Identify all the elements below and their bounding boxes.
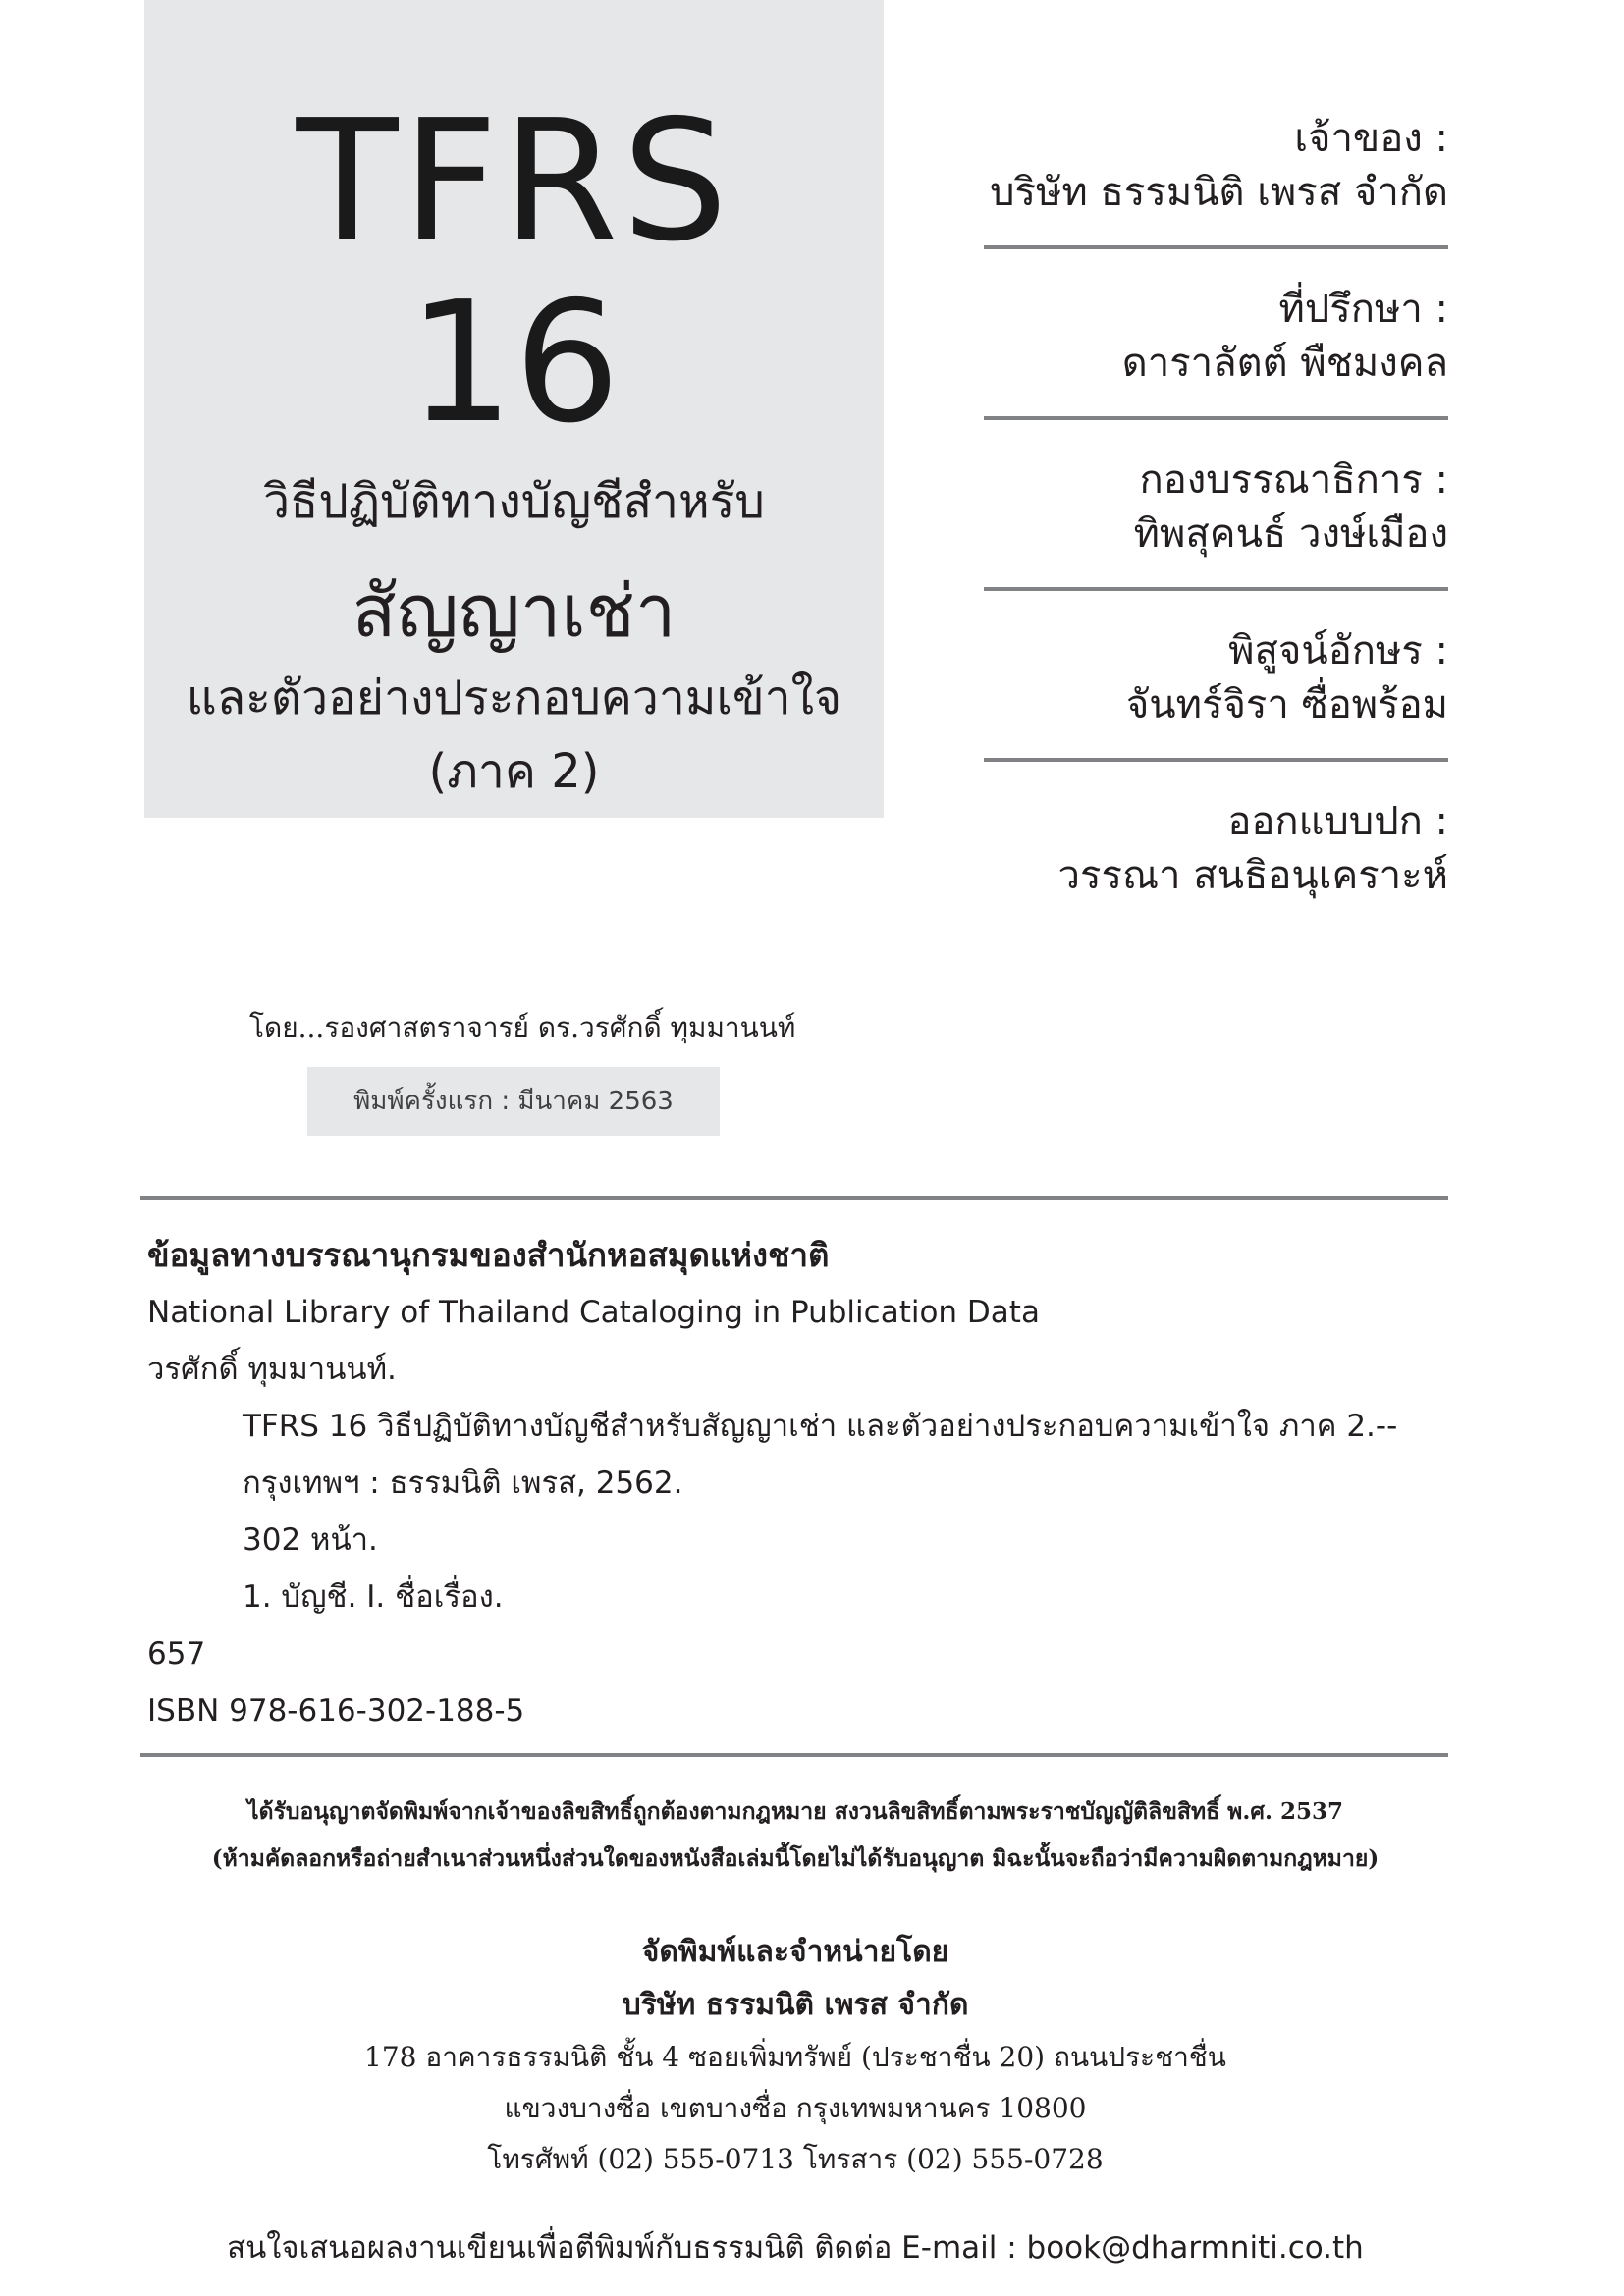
divider — [984, 758, 1448, 762]
credit-cover-design — [984, 791, 1448, 962]
cip-author: วรศักดิ์ ทุมมานนท์. — [147, 1352, 397, 1387]
title-subtitle-3: และตัวอย่างประกอบความเข้าใจ — [186, 670, 842, 725]
title-block — [144, 0, 884, 818]
credit-role: ออกแบบปก : — [1227, 799, 1448, 844]
divider — [140, 1753, 1448, 1757]
title-number: 16 — [407, 266, 621, 460]
credit-name: ทิพสุคนธ์ วงษ์เมือง — [1133, 511, 1448, 557]
contact-line: สนใจเสนอผลงานเขียนเพื่อตีพิมพ์กับธรรมนิติ ติดต่อ E-mail : book@dharmniti.co.th — [227, 2230, 1364, 2266]
credit-role: พิสูจน์อักษร : — [1228, 628, 1448, 673]
credit-editorial — [984, 450, 1448, 620]
credit-name: วรรณา สนธิอนุเคราะห์ — [1057, 853, 1448, 898]
publisher-address-1: 178 อาคารธรรมนิติ ชั้น 4 ซอยเพิ่มทรัพย์ (ประชาชื่น 20) ถนนประชาชื่น — [364, 2041, 1226, 2073]
cip-class-number: 657 — [147, 1636, 206, 1672]
credit-proofreader — [984, 620, 1448, 791]
cip-isbn: ISBN 978-616-302-188-5 — [147, 1693, 525, 1729]
cip-title: TFRS 16 วิธีปฏิบัติทางบัญชีสำหรับสัญญาเช่า และตัวอย่างประกอบความเข้าใจ ภาค 2.-- — [243, 1409, 1398, 1444]
title-subtitle-2: สัญญาเช่า — [352, 569, 677, 654]
credit-name: จันทร์จิรา ซื่อพร้อม — [1125, 682, 1448, 727]
publisher-block — [147, 1926, 1443, 2185]
publisher-phone: โทรศัพท์ (02) 555-0713 โทรสาร (02) 555-0728 — [487, 2143, 1104, 2175]
credit-name: บริษัท ธรรมนิติ เพรส จำกัด — [990, 170, 1448, 215]
publisher-name: บริษัท ธรรมนิติ เพรส จำกัด — [622, 1988, 969, 2022]
edition-badge: พิมพ์ครั้งแรก : มีนาคม 2563 — [307, 1067, 720, 1136]
credit-role: กองบรรณาธิการ : — [1139, 457, 1448, 503]
cip-subjects: 1. บัญชี. I. ชื่อเรื่อง. — [243, 1579, 504, 1615]
divider — [984, 587, 1448, 591]
credit-owner — [984, 108, 1448, 279]
copyright-line-2: (ห้ามคัดลอกหรือถ่ายสำเนาส่วนหนึ่งส่วนใดของหนังสือเล่มนี้โดยไม่ได้รับอนุญาต มิฉะนั้นจะถือว่ามีความผิดตามกฎหมาย) — [211, 1845, 1380, 1872]
publisher-label: จัดพิมพ์และจำหน่ายโดย — [641, 1935, 949, 1969]
cip-heading-en: National Library of Thailand Cataloging in Publication Data — [147, 1295, 1040, 1330]
credit-role: ที่ปรึกษา : — [1278, 287, 1448, 332]
divider — [984, 416, 1448, 420]
divider — [140, 1196, 1448, 1200]
credit-advisor — [984, 279, 1448, 450]
cip-imprint: กรุงเทพฯ : ธรรมนิติ เพรส, 2562. — [243, 1466, 683, 1501]
title-subtitle-1: วิธีปฏิบัติทางบัญชีสำหรับ — [263, 474, 765, 529]
title-tfrs: TFRS — [296, 84, 732, 279]
copyright-notice — [147, 1789, 1443, 1883]
cip-pages: 302 หน้า. — [243, 1522, 378, 1558]
copyright-line-1: ได้รับอนุญาตจัดพิมพ์จากเจ้าของลิขสิทธิ์ถูกต้องตามกฎหมาย สงวนลิขสิทธิ์ตามพระราชบัญญัติลิขสิทธิ์ พ.ศ. 2537 — [247, 1798, 1343, 1825]
cip-block — [147, 1227, 1443, 1739]
title-part: (ภาค 2) — [428, 744, 600, 799]
credit-name: ดาราลัตต์ พืชมงคล — [1121, 341, 1448, 386]
divider — [984, 245, 1448, 249]
author-line: โดย...รองศาสตราจารย์ ดร.วรศักดิ์ ทุมมานนท์ — [249, 1011, 796, 1043]
publisher-address-2: แขวงบางซื่อ เขตบางซื่อ กรุงเทพมหานคร 10800 — [504, 2092, 1087, 2124]
credits-list — [984, 108, 1448, 962]
credit-role: เจ้าของ : — [1294, 116, 1448, 161]
cip-heading: ข้อมูลทางบรรณานุกรมของสำนักหอสมุดแห่งชาติ — [147, 1236, 830, 1274]
